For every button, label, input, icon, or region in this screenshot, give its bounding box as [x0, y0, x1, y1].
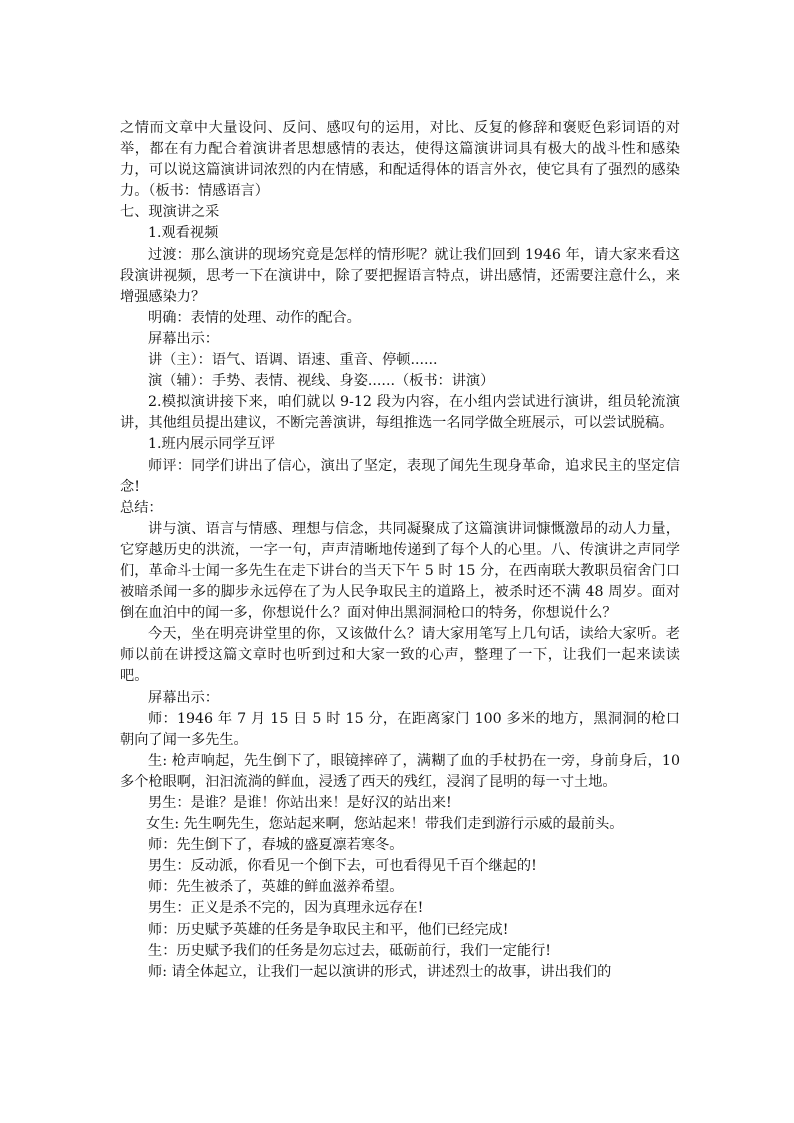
paragraph: 生：历史赋予我们的任务是勿忘过去，砥砺前行，我们一定能行!: [148, 942, 551, 959]
paragraph: 2.模拟演讲接下来，咱们就以 9-12 段为内容，在小组内尝试进行演讲，组员轮流演讲，其他组员提出建议，不断完善演讲，每组推选一名同学做全班展示，可以尝试脱稿。: [120, 394, 680, 432]
paragraph: 七、现演讲之采: [120, 204, 220, 221]
paragraph: 师：先生被杀了，英雄的鲜血滋养希望。: [148, 879, 404, 896]
paragraph: 屏幕出示：: [148, 689, 219, 706]
paragraph: 师：历史赋予英雄的任务是争取民主和平，他们已经完成!: [148, 921, 509, 938]
paragraph: 讲与演、语言与情感、理想与信念，共同凝聚成了这篇演讲词慷慨激昂的动人力量，它穿越历史的洪流，一字一句，声声清晰地传递到了每个人的心里。八、传演讲之声同学们，革命斗士闻一多先生在走下讲台的当天下午 5 时 15 分，在西南联大教职员宿舍门口被暗杀闻一多的脚步永远停在了为人民争取民主的道路上，被杀时还不满 48 周岁。面对倒在血泊中的闻一多，你想说什么？面对伸出黑洞洞枪口的特务，你想说什么？: [120, 520, 680, 622]
paragraph: 今天，坐在明亮讲堂里的你，又该做什么？请大家用笔写上几句话，读给大家听。老师以前在讲授这篇文章时也听到过和大家一致的心声，整理了一下，让我们一起来读读吧。: [120, 626, 680, 685]
paragraph: 明确：表情的处理、动作的配合。: [148, 309, 361, 326]
paragraph: 女生: 先生啊先生，您站起来啊，您站起来！带我们走到游行示威的最前头。: [146, 816, 624, 833]
paragraph: 师：1946 年 7 月 15 日 5 时 15 分，在距离家门 100 多米的地方，黑洞洞的枪口朝向了闻一多先生。: [120, 710, 680, 748]
paragraph: 演（辅）：手势、表情、视线、身姿......（板书：讲演）: [148, 373, 495, 390]
paragraph: 总结：: [120, 499, 163, 516]
paragraph: 屏幕出示：: [148, 330, 219, 347]
paragraph: 1.班内展示同学互评: [148, 436, 276, 453]
paragraph: 男生：正义是杀不完的，因为真理永远存在!: [148, 900, 424, 917]
paragraph: 过渡：那么演讲的现场究竟是怎样的情形呢？就让我们回到 1946 年，请大家来看这段演讲视频，思考一下在演讲中，除了要把握语言特点，讲出感情，还需要注意什么，来增强感染力？: [120, 246, 680, 305]
paragraph: 师：先生倒下了，春城的盛夏凛若寒冬。: [148, 837, 404, 854]
paragraph: 讲（主）：语气、语调、语速、重音、停顿......: [148, 352, 438, 369]
paragraph: 之情而文章中大量设问、反问、感叹句的运用，对比、反复的修辞和褒贬色彩词语的对举，都在有力配合着演讲者思想感情的表达，使得这篇演讲词具有极大的战斗性和感染力，可以说这篇演讲词浓烈的内在情感，和配适得体的语言外衣，使它具有了强烈的感染力。（板书：情感语言）: [120, 120, 680, 200]
paragraph: 生: 枪声响起，先生倒下了，眼镜摔碎了，满糊了血的手杖扔在一旁，身前身后，10 多个枪眼啊，汩汩流淌的鲜血，浸透了西天的残红，浸润了昆明的每一寸土地。: [120, 752, 680, 790]
paragraph: 男生：反动派，你看见一个倒下去，可也看得见千百个继起的!: [148, 858, 537, 875]
paragraph: 师: 请全体起立，让我们一起以演讲的形式，讲述烈士的故事，讲出我们的: [148, 963, 612, 980]
paragraph: 师评：同学们讲出了信心，演出了坚定，表现了闻先生现身革命，追求民主的坚定信念!: [120, 457, 680, 495]
document-page: [120, 118, 680, 983]
paragraph: 1.观看视频: [148, 225, 219, 242]
paragraph: 男生：是谁？是谁！你站出来！是好汉的站出来!: [148, 795, 452, 811]
